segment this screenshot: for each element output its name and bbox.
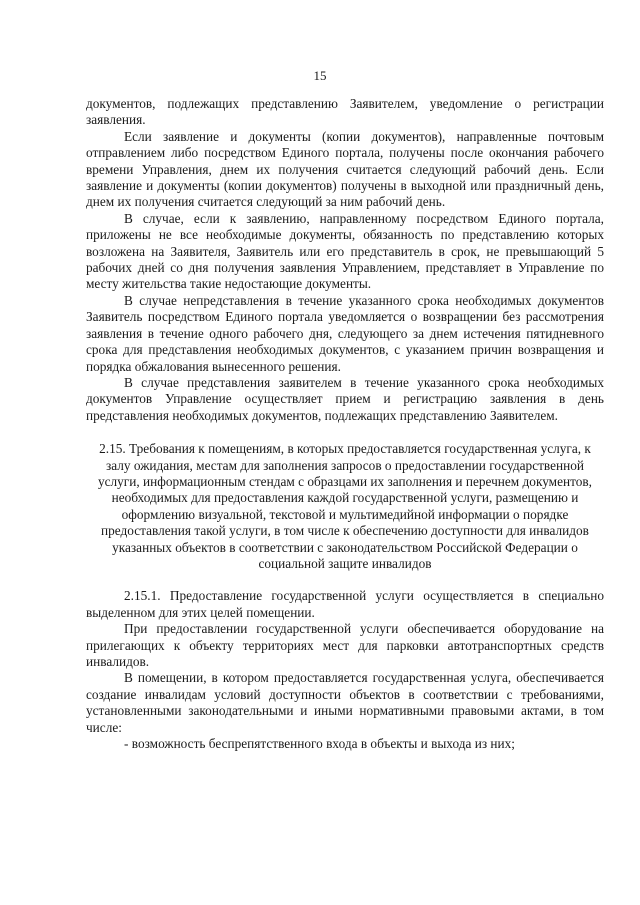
paragraph: В помещении, в котором предоставляется государственная услуга, обеспечивается создание инвалидам условий доступности объектов в соответствии с требованиями, установленными законодательными и иными нормативными правовыми актами, в том числе:: [86, 670, 604, 735]
document-body: [86, 96, 604, 752]
paragraph: 2.15.1. Предоставление государственной услуги осуществляется в специально выделенном для этих целей помещении.: [86, 588, 604, 620]
section-heading: 2.15. Требования к помещениям, в которых предоставляется государственная услуга, к залу ожидания, местам для заполнения запросов о предоставлении государственной услуги, информационным стендам с образцами их заполнения и перечнем документов, необходимых для предоставления каждой государственной услуги, размещению и оформлению визуальной, текстовой и мультимедийной информации о порядке предоставления такой услуги, в том числе к обеспечению доступности для инвалидов указанных объектов в соответствии с законодательством Российской Федерации о социальной защите инвалидов: [97, 441, 593, 571]
list-item: - возможность беспрепятственного входа в объекты и выхода из них;: [124, 736, 515, 752]
page-number: 15: [313, 68, 327, 83]
paragraph: В случае, если к заявлению, направленному посредством Единого портала, приложены не все необходимые документы, обязанность по представлению которых возложена на Заявителя, Заявитель или его представитель в срок, не превышающий 5 рабочих дней со дня получения заявления Управлением, представляет в Управление по месту жительства такие недостающие документы.: [86, 210, 604, 292]
paragraph: документов, подлежащих представлению Заявителем, уведомление о регистрации заявления.: [86, 96, 604, 128]
paragraph: При предоставлении государственной услуги обеспечивается оборудование на прилегающих к объекту территориях мест для парковки автотранспортных средств инвалидов.: [86, 621, 604, 669]
paragraph: В случае представления заявителем в течение указанного срока необходимых документов Управление осуществляет прием и регистрацию заявления в день представления необходимых документов, подлежащих представлению Заявителем.: [86, 374, 604, 423]
paragraph: В случае непредставления в течение указанного срока необходимых документов Заявитель посредством Единого портала уведомляется о возвращении без рассмотрения заявления в течение одного рабочего дня, следующего за днем истечения пятидневного срока для представления необходимых документов, с указанием причин возвращения и порядка обжалования вынесенного решения.: [86, 292, 604, 374]
paragraph: Если заявление и документы (копии документов), направленные почтовым отправлением либо посредством Единого портала, получены после окончания рабочего времени Управления, днем их получения считается следующий рабочий день. Если заявление и документы (копии документов) получены в выходной или праздничный день, днем их получения считается следующий за ним рабочий день.: [86, 128, 604, 210]
